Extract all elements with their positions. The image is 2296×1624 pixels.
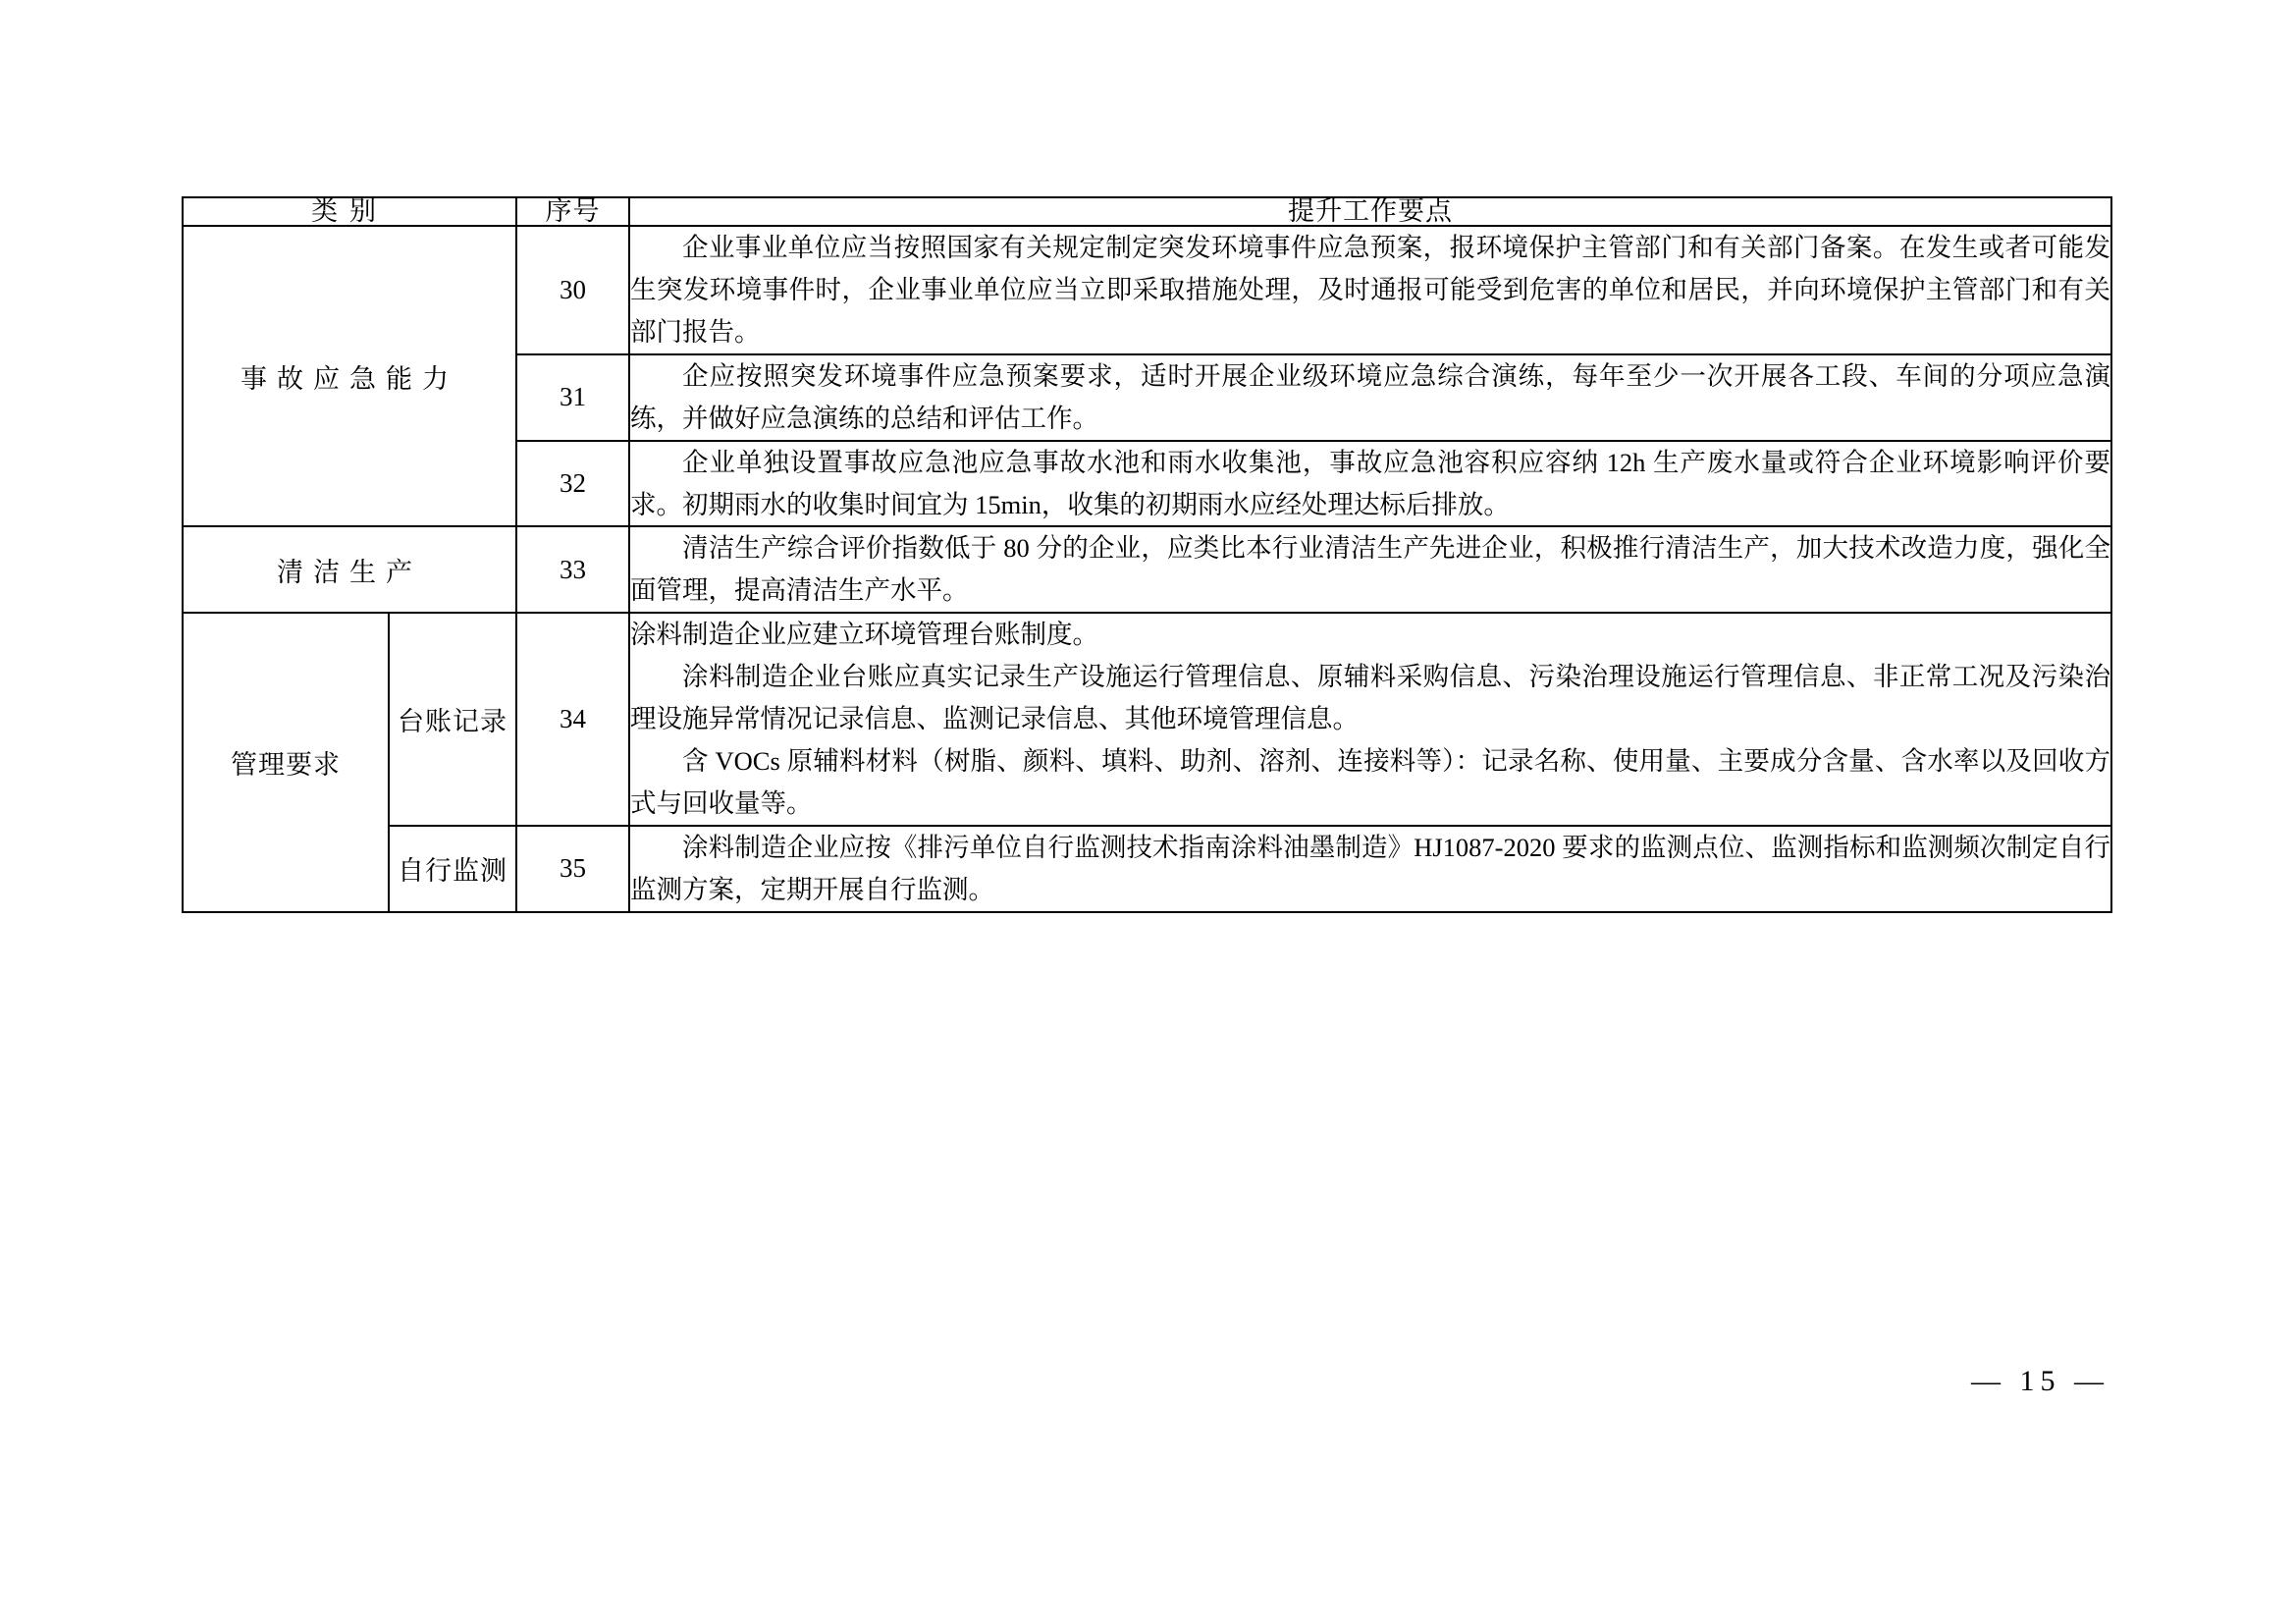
table-row	[183, 613, 2111, 826]
requirements-table	[182, 196, 2112, 913]
row-subcategory: 台账记录	[389, 613, 516, 826]
content-paragraph: 涂料制造企业台账应真实记录生产设施运行管理信息、原辅料采购信息、污染治理设施运行管理信息、非正常工况及污染治理设施异常情况记录信息、监测记录信息、其他环境管理信息。	[630, 662, 2110, 734]
content-paragraph: 涂料制造企业应建立环境管理台账制度。	[630, 620, 1098, 650]
table-row	[183, 526, 2111, 613]
content-paragraph: 涂料制造企业应按《排污单位自行监测技术指南涂料油墨制造》HJ1087-2020 要求的监测点位、监测指标和监测频次制定自行监测方案，定期开展自行监测。	[630, 832, 2110, 904]
requirements-table-wrapper	[182, 196, 2110, 913]
table-header-row	[183, 197, 2111, 226]
row-content	[629, 613, 2111, 826]
row-number: 32	[516, 441, 629, 527]
content-paragraph: 企业单独设置事故应急池应急事故水池和雨水收集池，事故应急池容积应容纳 12h 生产废水量或符合企业环境影响评价要求。初期雨水的收集时间宜为 15min，收集的初期雨水应经处理达标后排放。	[630, 447, 2110, 519]
row-content	[629, 826, 2111, 912]
table-row	[183, 226, 2111, 354]
row-number: 30	[516, 226, 629, 354]
table-header-category: 类别	[183, 197, 516, 226]
table-header-number: 序号	[516, 197, 629, 226]
row-number: 33	[516, 526, 629, 613]
row-number: 31	[516, 354, 629, 441]
content-paragraph: 企应按照突发环境事件应急预案要求，适时开展企业级环境应急综合演练，每年至少一次开展各工段、车间的分项应急演练，并做好应急演练的总结和评估工作。	[630, 360, 2110, 433]
row-content	[629, 354, 2111, 441]
row-number: 35	[516, 826, 629, 912]
row-subcategory: 自行监测	[389, 826, 516, 912]
content-paragraph: 企业事业单位应当按照国家有关规定制定突发环境事件应急预案，报环境保护主管部门和有关部门备案。在发生或者可能发生突发环境事件时，企业事业单位应当立即采取措施处理，及时通报可能受到危害的单位和居民，并向环境保护主管部门和有关部门报告。	[630, 233, 2110, 347]
row-content	[629, 441, 2111, 527]
row-category: 事故应急能力	[183, 226, 516, 526]
row-category: 清洁生产	[183, 526, 516, 613]
row-content	[629, 526, 2111, 613]
row-category: 管理要求	[183, 613, 389, 911]
table-row	[183, 826, 2111, 912]
row-content	[629, 226, 2111, 354]
page-number: — 15 —	[1971, 1365, 2109, 1397]
table-header-content: 提升工作要点	[629, 197, 2111, 226]
content-paragraph: 含 VOCs 原辅料材料（树脂、颜料、填料、助剂、溶剂、连接料等）：记录名称、使用量、主要成分含量、含水率以及回收方式与回收量等。	[630, 746, 2110, 818]
content-paragraph: 清洁生产综合评价指数低于 80 分的企业，应类比本行业清洁生产先进企业，积极推行清洁生产，加大技术改造力度，强化全面管理，提高清洁生产水平。	[630, 533, 2110, 606]
row-number: 34	[516, 613, 629, 826]
